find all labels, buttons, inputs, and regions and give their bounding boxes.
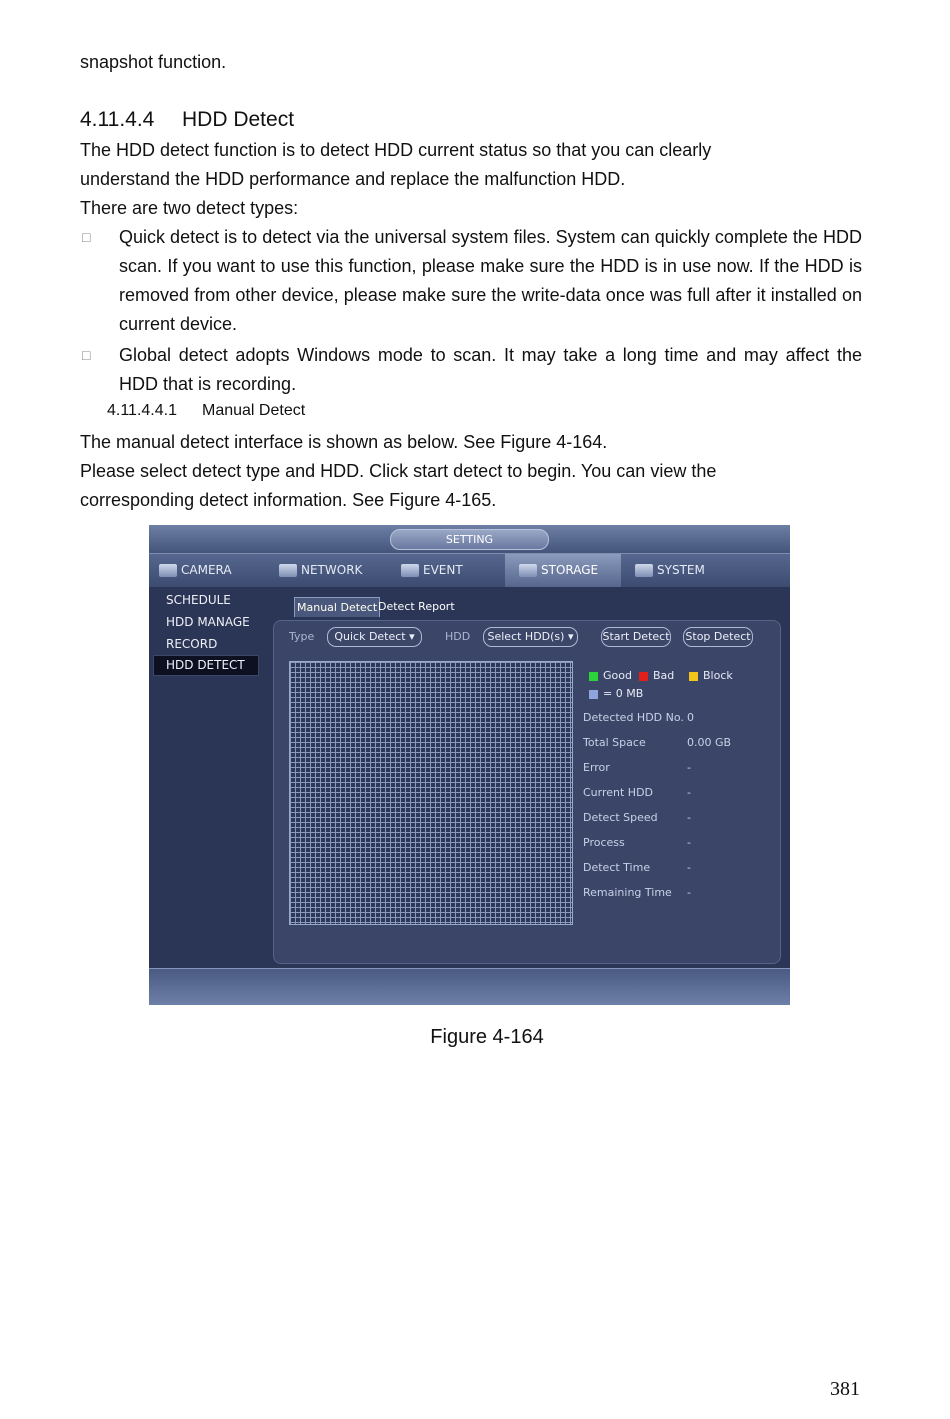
legend-bad: Bad [639, 669, 674, 682]
network-icon [279, 564, 297, 577]
camera-icon [159, 564, 177, 577]
para4-line1: Please select detect type and HDD. Click start detect to begin. You can view the [80, 461, 717, 481]
sidebar-item-schedule[interactable]: SCHEDULE [166, 593, 231, 607]
info-label: Process [583, 836, 625, 849]
legend-unit: = 0 MB [589, 687, 643, 700]
type-select[interactable]: Quick Detect ▾ [327, 627, 422, 647]
info-label: Current HDD [583, 786, 654, 799]
section-title: HDD Detect [182, 108, 295, 131]
tab-system[interactable]: SYSTEM [635, 554, 745, 587]
tab-detect-report[interactable]: Detect Report [378, 600, 455, 613]
good-swatch [589, 672, 598, 681]
bullet-quick-detect-text: Quick detect is to detect via the universal system files. System can quickly complete the HDD scan. If you want to use this function, please make sure the HDD is in use now. If the HDD is removed from other device, please make sure the write-data once was full after it installed on current device. [119, 227, 862, 334]
sidebar-item-hdd-detect[interactable]: HDD DETECT [153, 655, 259, 676]
unit-swatch [589, 690, 598, 699]
para1-line1: The HDD detect function is to detect HDD current status so that you can clearly [80, 140, 712, 160]
chevron-down-icon: ▾ [409, 630, 415, 643]
stop-detect-button[interactable]: Stop Detect [683, 627, 753, 647]
info-value: 0 [687, 711, 694, 724]
info-value: - [687, 811, 691, 824]
title-bar [149, 525, 790, 553]
block-swatch [689, 672, 698, 681]
info-value: 0.00 GB [687, 736, 732, 749]
figure-caption: Figure 4-164 [430, 1026, 544, 1048]
info-label: Detected HDD No. [583, 711, 684, 724]
info-label: Total Space [583, 736, 646, 749]
type-label: Type [289, 630, 315, 643]
main-tabs [149, 553, 790, 587]
bullet-mark: □ [82, 347, 91, 363]
event-icon [401, 564, 419, 577]
intro-text: snapshot function. [80, 52, 227, 72]
sidebar-item-record[interactable]: RECORD [166, 637, 218, 651]
para3: The manual detect interface is shown as below. See Figure 4-164. [80, 432, 608, 452]
bullet-quick-detect [80, 223, 862, 339]
hdd-label: HDD [445, 630, 471, 643]
bullet-mark: □ [82, 229, 91, 245]
info-value: - [687, 786, 691, 799]
detect-grid [289, 661, 573, 925]
tab-storage[interactable]: STORAGE [505, 554, 621, 587]
info-value: - [687, 761, 691, 774]
start-detect-button[interactable]: Start Detect [601, 627, 671, 647]
tab-event[interactable]: EVENT [401, 554, 501, 587]
tab-manual-detect[interactable]: Manual Detect [294, 597, 380, 617]
info-label: Error [583, 761, 610, 774]
system-icon [635, 564, 653, 577]
subsection-number: 4.11.4.4.1 [107, 402, 177, 419]
bullet-global-detect [80, 341, 862, 399]
chevron-down-icon: ▾ [567, 630, 574, 643]
para4-line2: corresponding detect information. See Figure 4-165. [80, 490, 497, 510]
setting-title: SETTING [390, 529, 549, 550]
subsection-title: Manual Detect [202, 402, 306, 419]
legend-block: Block [689, 669, 733, 682]
section-heading [80, 108, 294, 132]
info-label: Detect Speed [583, 811, 658, 824]
info-value: - [687, 836, 691, 849]
sidebar-item-hdd-manage[interactable]: HDD MANAGE [166, 615, 250, 629]
tab-camera[interactable]: CAMERA [159, 554, 269, 587]
info-value: - [687, 886, 691, 899]
para2: There are two detect types: [80, 198, 299, 218]
storage-icon [519, 564, 537, 577]
sidebar [149, 587, 267, 975]
hdd-detect-screenshot [149, 525, 790, 1005]
info-label: Detect Time [583, 861, 651, 874]
bottom-bar [149, 968, 790, 1005]
para1-line2: understand the HDD performance and replace the malfunction HDD. [80, 169, 626, 189]
tab-network[interactable]: NETWORK [279, 554, 391, 587]
info-label: Remaining Time [583, 886, 672, 899]
subsection-heading [107, 402, 305, 420]
bad-swatch [639, 672, 648, 681]
hdd-select[interactable]: Select HDD(s) ▾ [483, 627, 578, 647]
section-number: 4.11.4.4 [80, 108, 155, 131]
page-number: 381 [830, 1378, 860, 1400]
info-value: - [687, 861, 691, 874]
legend-good: Good [589, 669, 632, 682]
bullet-global-detect-text: Global detect adopts Windows mode to scan. It may take a long time and may affect the HDD that is recording. [119, 345, 862, 394]
